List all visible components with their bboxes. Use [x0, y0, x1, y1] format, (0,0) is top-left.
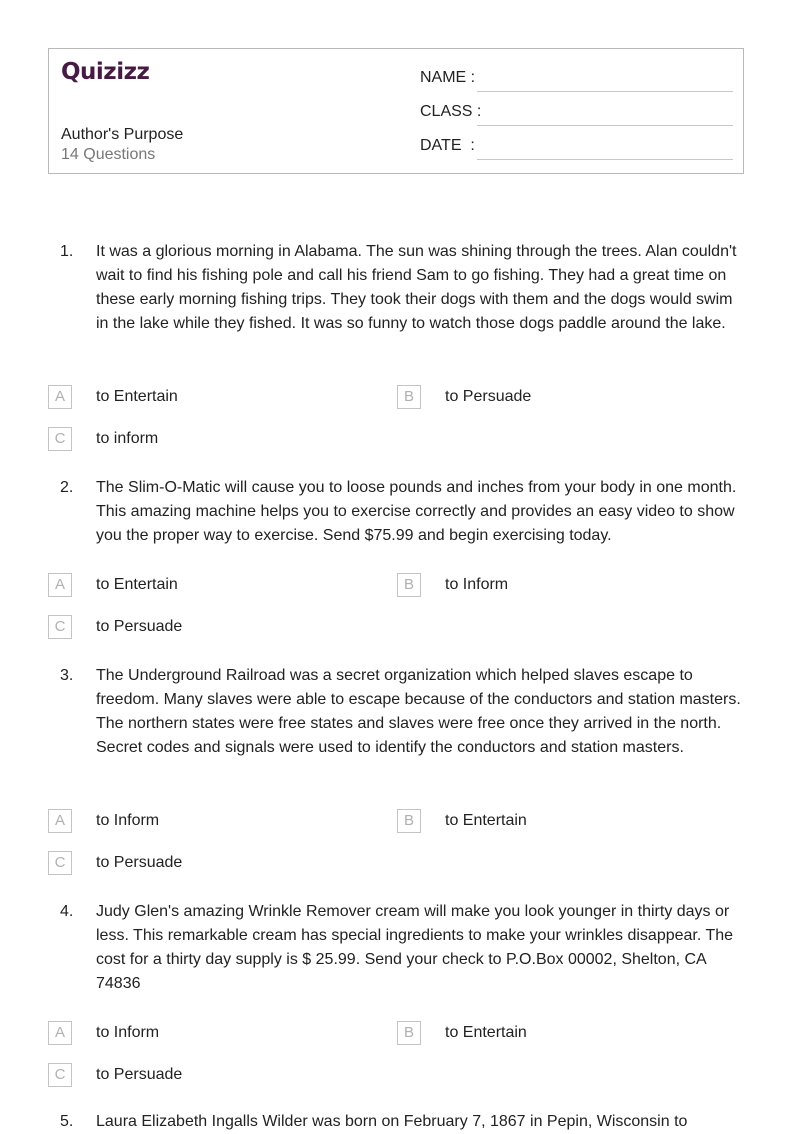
- option-letter: C: [48, 615, 72, 639]
- question-number: 4.: [60, 903, 74, 920]
- option-letter: B: [397, 809, 421, 833]
- date-line[interactable]: [477, 159, 733, 160]
- name-label: NAME :: [420, 69, 476, 86]
- option-text: to Entertain: [96, 388, 178, 405]
- option-text: to Inform: [96, 812, 160, 829]
- name-line[interactable]: [477, 91, 733, 92]
- option-text: to Persuade: [445, 388, 532, 405]
- date-field[interactable]: [420, 137, 733, 161]
- option-text: to Inform: [96, 1024, 160, 1041]
- option-letter: A: [48, 809, 72, 833]
- option-text: to Entertain: [445, 1024, 527, 1041]
- class-line[interactable]: [477, 125, 733, 126]
- option-text: to Persuade: [96, 854, 183, 871]
- quizizz-logo: Quizizz: [61, 59, 150, 85]
- option-letter: B: [397, 573, 421, 597]
- option-text: to Entertain: [445, 812, 527, 829]
- worksheet-header: [48, 48, 744, 174]
- option-text: to inform: [96, 430, 159, 447]
- question-text: Judy Glen's amazing Wrinkle Remover cream will make you look younger in thirty days or less. This remarkable cream has special ingredients to make your wrinkles disappear. The cost for a thirty day supply is $ 25.99. Send your check to P.O.Box 00002, Shelton, CA 74836: [96, 903, 734, 992]
- date-label: DATE :: [420, 137, 475, 154]
- worksheet-title: Author's Purpose: [61, 126, 184, 143]
- question-number: 5.: [60, 1113, 74, 1130]
- option-letter: A: [48, 573, 72, 597]
- question-text: Laura Elizabeth Ingalls Wilder was born on February 7, 1867 in Pepin, Wisconsin to: [96, 1113, 688, 1130]
- option-text: to Persuade: [96, 1066, 183, 1083]
- option-letter: C: [48, 1063, 72, 1087]
- option-letter: A: [48, 1021, 72, 1045]
- class-field[interactable]: [420, 103, 733, 127]
- class-label: CLASS :: [420, 103, 482, 120]
- option-text: to Entertain: [96, 576, 178, 593]
- option-text: to Persuade: [96, 618, 183, 635]
- name-field[interactable]: [420, 69, 733, 93]
- question-number: 2.: [60, 479, 74, 496]
- option-letter: B: [397, 1021, 421, 1045]
- question-text: The Slim-O-Matic will cause you to loose pounds and inches from your body in one month. This amazing machine helps you to exercise correctly and provides an easy video to show you the proper way to exercise. Send $75.99 and begin exercising today.: [96, 479, 737, 544]
- question-number: 1.: [60, 243, 74, 260]
- option-text: to Inform: [445, 576, 509, 593]
- question-count: 14 Questions: [61, 146, 156, 163]
- question-text: It was a glorious morning in Alabama. The sun was shining through the trees. Alan couldn't wait to find his fishing pole and call his friend Sam to go fishing. They had a great time on these early morning fishing trips. They took their dogs with them and the dogs would swim in the lake while they fished. It was so funny to watch those dogs paddle around the lake.: [96, 243, 737, 332]
- question-number: 3.: [60, 667, 74, 684]
- option-letter: C: [48, 851, 72, 875]
- question-text: The Underground Railroad was a secret organization which helped slaves escape to freedom. Many slaves were able to escape because of the conductors and station masters. The northern states were free states and slaves were free once they arrived in the north. Secret codes and signals were used to identify the conductors and station masters.: [96, 667, 741, 756]
- option-letter: B: [397, 385, 421, 409]
- option-letter: A: [48, 385, 72, 409]
- option-letter: C: [48, 427, 72, 451]
